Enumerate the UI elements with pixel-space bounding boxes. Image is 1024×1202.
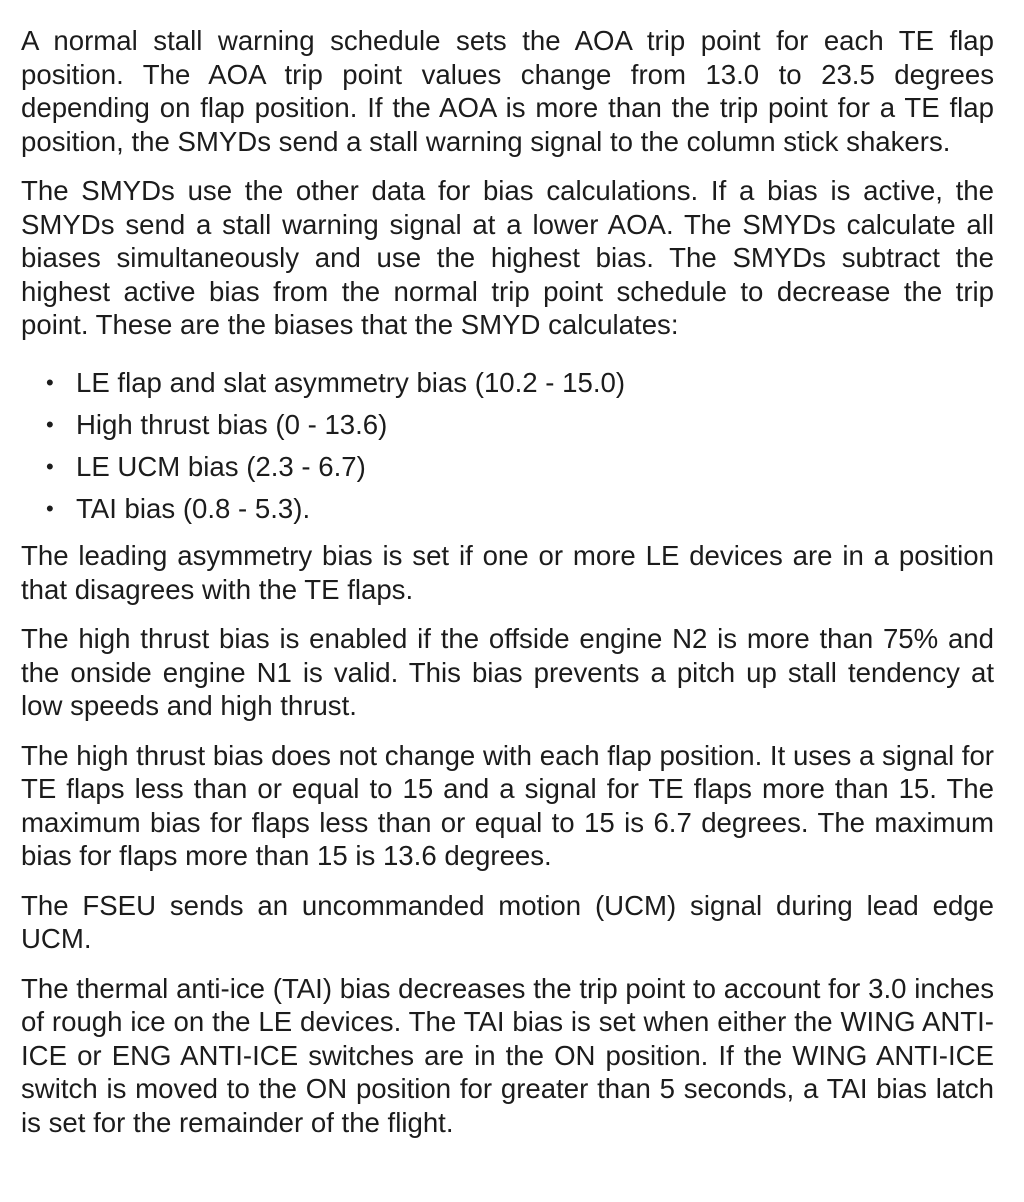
document-body (21, 24, 994, 1139)
bullet-icon: • (46, 453, 54, 479)
bias-list-item-text: High thrust bias (0 - 13.6) (76, 408, 388, 440)
bullet-icon: • (46, 411, 54, 437)
paragraph-tai-bias: The thermal anti-ice (TAI) bias decreases the trip point to account for 3.0 inches of rough ice on the LE devices. The TAI bias is set when either the WING ANTI-ICE or ENG ANTI-ICE switches are in the ON position. If the WING ANTI-ICE switch is moved to the ON position for greater than 5 seconds, a TAI bias latch is set for the remainder of the flight. (21, 972, 994, 1138)
bias-list-item (21, 450, 994, 484)
bias-list-item-text: TAI bias (0.8 - 5.3). (76, 492, 311, 524)
bias-list-item-text: LE UCM bias (2.3 - 6.7) (76, 450, 366, 482)
bias-list-item-text: LE flap and slat asymmetry bias (10.2 - 15.0) (76, 366, 626, 398)
bias-list-item (21, 408, 994, 442)
bias-list-item (21, 492, 994, 526)
bullet-icon: • (46, 369, 54, 395)
paragraph-high-thrust-enabled: The high thrust bias is enabled if the offside engine N2 is more than 75% and the onside engine N1 is valid. This bias prevents a pitch up stall tendency at low speeds and high thrust. (21, 623, 994, 721)
paragraph-bias-calculations: The SMYDs use the other data for bias calculations. If a bias is active, the SMYDs send a stall warning signal at a lower AOA. The SMYDs calculate all biases simultaneously and use the highest bias. The SMYDs subtract the highest active bias from the normal trip point schedule to decrease the trip point. These are the biases that the SMYD calculates: (21, 175, 994, 340)
paragraph-high-thrust-flaps: The high thrust bias does not change with each flap position. It uses a signal for TE flaps less than or equal to 15 and a signal for TE flaps more than 15. The maximum bias for flaps less than or equal to 15 is 6.7 degrees. The maximum bias for flaps more than 15 is 13.6 degrees. (21, 739, 994, 871)
paragraph-stall-warning-schedule: A normal stall warning schedule sets the AOA trip point for each TE flap position. The AOA trip point values change from 13.0 to 23.5 degrees depending on flap position. If the AOA is more than the trip point for a TE flap position, the SMYDs send a stall warning signal to the column stick shakers. (21, 25, 994, 157)
paragraph-asymmetry-bias: The leading asymmetry bias is set if one or more LE devices are in a position that disagrees with the TE flaps. (21, 540, 994, 605)
bias-list-item (21, 366, 994, 400)
paragraph-ucm-signal: The FSEU sends an uncommanded motion (UCM) signal during lead edge UCM. (21, 889, 994, 954)
bias-list (21, 366, 994, 526)
bullet-icon: • (46, 495, 54, 521)
